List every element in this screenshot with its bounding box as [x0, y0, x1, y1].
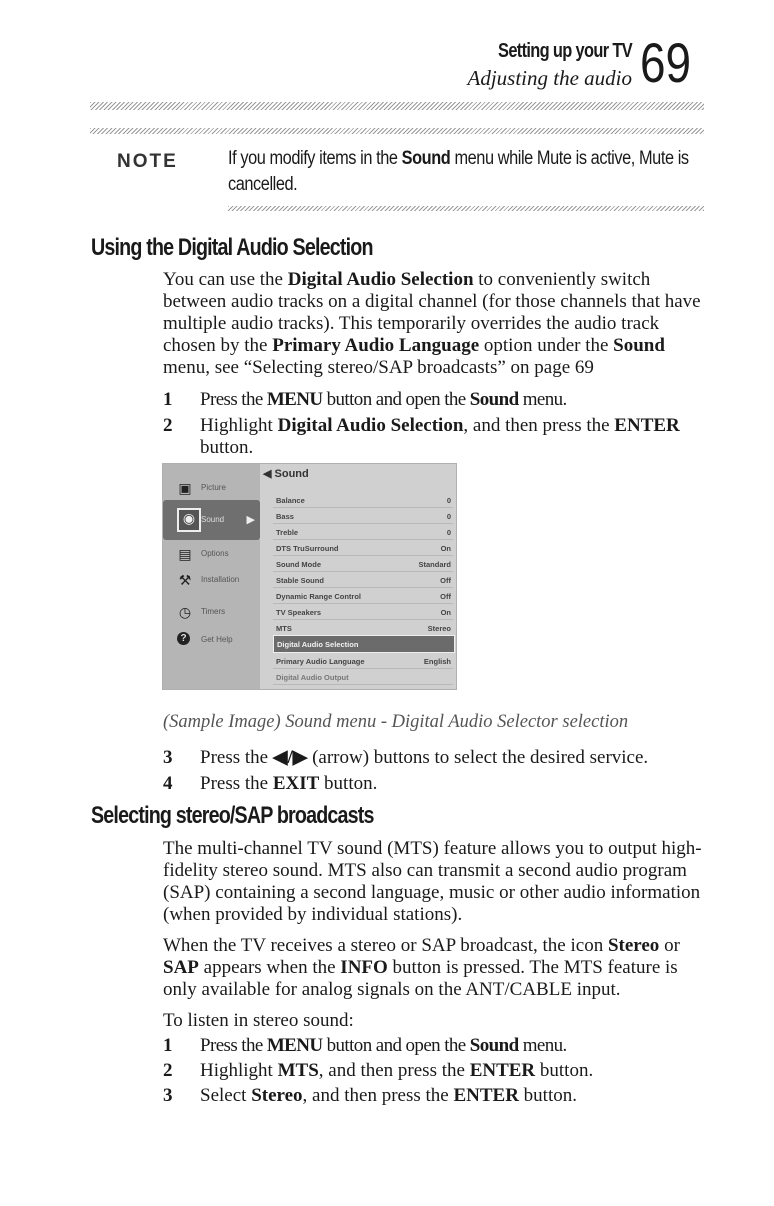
section1-paragraph: You can use the Digital Audio Selection to conveniently switch between audio tracks on a digital channel (for those channels that have multiple audio tracks). This temporarily overrides the audio track chosen by the Primary Audio Language option under the Sound menu, see “Selecting stereo/SAP broadcasts” on page 69 [163, 269, 701, 378]
help-icon: ? [177, 632, 190, 645]
tv-menu-row: Treble 0 [273, 524, 453, 540]
section1-step-2: 2 Highlight Digital Audio Selection, and then press the ENTER button. [163, 415, 680, 458]
header-rule [90, 102, 704, 110]
tv-menu-row: DTS TruSurround On [273, 540, 453, 556]
note-bottom-rule [228, 206, 704, 211]
tv-menu-row: Digital Audio Output [273, 669, 453, 685]
arrow-left-right-icon: ◀/▶ [272, 747, 308, 768]
tv-menu-row: Sound Mode Standard [273, 556, 453, 572]
section-heading-digital-audio: Using the Digital Audio Selection [91, 234, 373, 261]
tv-menu-sidebar [163, 464, 260, 690]
tv-menu-row: MTS Stereo [273, 620, 453, 636]
running-header-subtitle: Adjusting the audio [467, 66, 632, 90]
tv-sidebar-item-timers: ◷ Timers [178, 604, 226, 620]
tv-sidebar-item-sound: ◉ Sound ▶ [163, 500, 260, 540]
tv-menu-title: ◀ Sound [263, 468, 309, 480]
section2-paragraph-3: To listen in stereo sound: [163, 1010, 354, 1031]
tv-sidebar-item-options: ▤ Options [178, 546, 229, 562]
figure-caption: (Sample Image) Sound menu - Digital Audio Selector selection [163, 712, 629, 732]
tv-menu-row: Balance 0 [273, 492, 453, 508]
picture-icon: ▣ [178, 480, 192, 496]
back-arrow-icon: ◀ [263, 468, 275, 480]
speaker-icon: ◉ [177, 508, 201, 532]
section2-paragraph-1: The multi-channel TV sound (MTS) feature allows you to output high-fidelity stereo sound. MTS also can transmit a second audio program (SAP) containing a second language, music or other audio information (when provided by individual stations). [163, 838, 702, 925]
clock-icon: ◷ [178, 604, 192, 620]
tv-sidebar-item-picture: ▣ Picture [178, 480, 226, 496]
page-number: 69 [640, 31, 692, 94]
tv-menu-row: Primary Audio Language English [273, 653, 453, 669]
tv-menu-row-highlighted: Digital Audio Selection [273, 635, 455, 653]
tv-menu-row: Dynamic Range Control Off [273, 588, 453, 604]
tv-sound-menu-screenshot [162, 463, 457, 690]
play-arrow-icon: ▶ [246, 514, 255, 526]
section2-paragraph-2: When the TV receives a stereo or SAP broadcast, the icon Stereo or SAP appears when the INFO button is pressed. The MTS feature is only available for analog signals on the ANT/CABLE input. [163, 935, 680, 1000]
tv-menu-row: TV Speakers On [273, 604, 453, 620]
section-heading-stereo-sap: Selecting stereo/SAP broadcasts [91, 802, 374, 829]
options-icon: ▤ [178, 546, 192, 562]
note-text: If you modify items in the Sound menu while Mute is active, Mute is cancelled. [228, 148, 689, 195]
tv-menu-row: Stable Sound Off [273, 572, 453, 588]
installation-icon: ⚒ [178, 572, 192, 588]
running-header-title: Setting up your TV [498, 40, 632, 62]
tv-sidebar-item-get-help: ? Get Help [163, 628, 260, 654]
tv-sidebar-item-installation: ⚒ Installation [178, 572, 240, 588]
tv-menu-row: Bass 0 [273, 508, 453, 524]
note-label: NOTE [117, 151, 178, 172]
note-top-rule [90, 128, 704, 134]
